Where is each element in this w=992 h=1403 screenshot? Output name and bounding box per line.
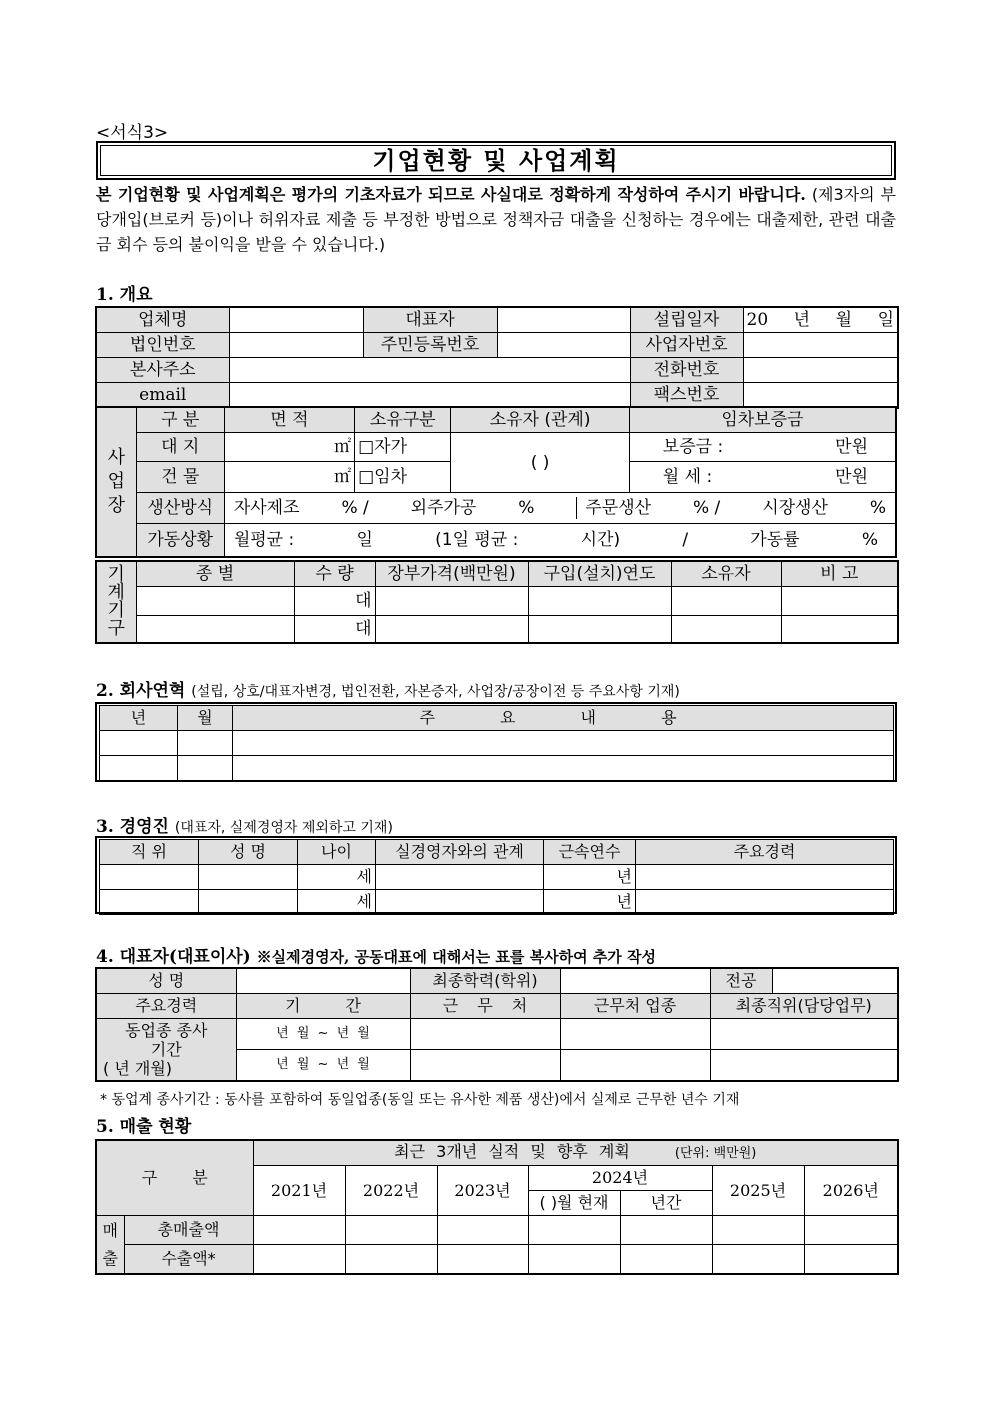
founded-day-unit: 일 — [877, 310, 894, 330]
op-rate: 가동률 — [750, 530, 800, 550]
section-3-title: 3. 경영진 — [96, 817, 169, 837]
monthly-unit: 만원 — [835, 467, 868, 487]
ceo-industry-field[interactable] — [560, 1019, 710, 1050]
sales-cell[interactable] — [804, 1216, 898, 1245]
intro-text — [96, 182, 896, 257]
machine-table — [95, 560, 899, 644]
label-email: email — [96, 383, 229, 409]
sales-category-label: 구 분 — [141, 1168, 208, 1187]
sales-cell[interactable] — [528, 1216, 620, 1245]
ceo-label-major: 전공 — [710, 968, 772, 994]
year-2024-month-current[interactable]: ( )월 현재 — [528, 1191, 620, 1216]
sales-cell[interactable] — [712, 1245, 804, 1275]
prod-order: 주문생산 — [576, 497, 651, 519]
section-2-heading — [96, 676, 680, 701]
intro-normal: (제3자의 부당개입(브로커 등)이나 허위자료 제출 등 부정한 방법으로 정책자금 대출을 신청하는 경우에는 대출제한, 관련 대출금 회수 등의 불이익을 받을 수 있습니다.) — [96, 185, 896, 254]
years-months-label: ( 년 개월) — [103, 1059, 173, 1078]
prod-pct-4: % — [869, 498, 886, 518]
year-2024-annual: 년간 — [620, 1191, 712, 1216]
sales-cell[interactable] — [437, 1216, 528, 1245]
machine-year-field[interactable] — [528, 587, 671, 616]
owner-relation-field[interactable] — [451, 433, 629, 493]
history-month-field[interactable] — [178, 731, 233, 756]
history-year-field[interactable] — [100, 731, 178, 756]
land-area-field[interactable] — [224, 433, 354, 462]
prod-market: 시장생산 — [762, 498, 828, 518]
sales-cell[interactable] — [620, 1216, 712, 1245]
monthly-rent-field[interactable] — [629, 462, 896, 493]
history-frame — [95, 702, 897, 782]
sqm-unit: ㎡ — [334, 437, 352, 457]
year-2022: 2022년 — [345, 1166, 437, 1216]
machine-label: 기계기구 — [96, 561, 136, 643]
mgmt-age-field[interactable] — [298, 865, 376, 890]
label-resident-no: 주민등록번호 — [363, 333, 497, 358]
history-content-field[interactable] — [233, 731, 894, 756]
founded-field[interactable] — [743, 307, 898, 333]
age-unit: 세 — [356, 867, 372, 886]
phone-field[interactable] — [743, 358, 898, 383]
op-day-unit: 일 — [356, 530, 373, 550]
year-2026: 2026년 — [804, 1166, 898, 1216]
site-label: 사업장 — [96, 407, 136, 557]
sqm-unit: ㎡ — [334, 467, 352, 487]
page-title: 기업현황 및 사업계획 — [100, 145, 892, 176]
deposit-label: 보증금 : — [662, 437, 724, 457]
history-content-field[interactable] — [233, 756, 894, 781]
op-slash: / — [682, 530, 689, 550]
machine-header-type: 종 별 — [136, 561, 294, 587]
ceo-footnote: * 동업계 종사기간 : 동사를 포함하여 동일업종(동일 또는 유사한 제품 생산)에서 실제로 근무한 년수 기재 — [100, 1092, 740, 1108]
label-address: 본사주소 — [96, 358, 229, 383]
ceo-label-edu: 최종학력(학위) — [410, 968, 560, 994]
mgmt-position-field[interactable] — [100, 865, 199, 890]
prod-own: 자사제조 — [233, 498, 300, 518]
label-fax: 팩스번호 — [630, 383, 743, 409]
history-header-content: 주 요 내 용 — [233, 706, 894, 731]
deposit-unit: 만원 — [835, 437, 868, 457]
machine-book-field[interactable] — [375, 616, 528, 644]
export-label: 수출액* — [124, 1245, 253, 1275]
machine-type-field[interactable] — [136, 616, 294, 644]
ceo-header-workplace: 근 무 처 — [410, 994, 560, 1019]
intro-bold: 본 기업현황 및 사업계획은 평가의 기초자료가 되므로 사실대로 정확하게 작성하여 주시기 바랍니다. — [96, 185, 806, 204]
machine-note-field[interactable] — [781, 587, 898, 616]
prod-outsource: 외주가공 — [410, 498, 477, 518]
management-table — [99, 839, 894, 915]
corp-no-field[interactable] — [229, 333, 363, 358]
label-ceo: 대표자 — [363, 307, 497, 333]
site-header-owner: 소유자 (관계) — [451, 407, 629, 433]
ceo-period-field[interactable]: 년 월 ~ 년 월 — [236, 1050, 410, 1082]
machine-note-field[interactable] — [781, 616, 898, 644]
site-header-category: 구 분 — [136, 407, 224, 433]
section-1-heading: 1. 개요 — [96, 285, 153, 305]
year-2025: 2025년 — [712, 1166, 804, 1216]
title-box — [96, 141, 896, 180]
op-pct: % — [861, 530, 878, 550]
site-header-ownership: 소유구분 — [355, 407, 451, 433]
mgmt-header-age: 나이 — [298, 840, 376, 865]
mgmt-header-position: 직 위 — [100, 840, 199, 865]
address-field[interactable] — [229, 358, 630, 383]
section-4-heading — [96, 942, 656, 967]
site-table — [95, 406, 897, 558]
machine-header-qty: 수 량 — [294, 561, 375, 587]
age-unit: 세 — [356, 892, 372, 911]
section-5-heading: 5. 매출 현황 — [96, 1117, 192, 1137]
section-3-note: (대표자, 실제경영자 제외하고 기재) — [174, 820, 393, 836]
label-operation: 가동상황 — [136, 524, 224, 558]
total-sales-label: 총매출액 — [124, 1216, 253, 1245]
section-2-title: 2. 회사연혁 — [96, 681, 186, 701]
label-land: 대 지 — [136, 433, 224, 462]
sales-cell[interactable] — [345, 1245, 437, 1275]
machine-type-field[interactable] — [136, 587, 294, 616]
prod-pct-3: % / — [692, 498, 721, 518]
label-biz-no: 사업자번호 — [630, 333, 743, 358]
ceo-label-name: 성 명 — [96, 968, 236, 994]
company-name-field[interactable] — [229, 307, 363, 333]
overview-table — [95, 306, 899, 409]
ceo-industry-field[interactable] — [560, 1050, 710, 1082]
machine-qty-field[interactable] — [294, 616, 375, 644]
ceo-workplace-field[interactable] — [410, 1019, 560, 1050]
mgmt-header-relation: 실경영자와의 관계 — [376, 840, 544, 865]
sales-cell[interactable] — [620, 1245, 712, 1275]
mgmt-header-tenure: 근속연수 — [544, 840, 636, 865]
ceo-header-career: 주요경력 — [96, 994, 236, 1019]
ceo-header-industry: 근무처 업종 — [560, 994, 710, 1019]
ceo-header-period: 기 간 — [236, 994, 410, 1019]
year-unit: 년 — [616, 867, 632, 886]
ceo-table — [95, 967, 899, 1082]
mgmt-position-field[interactable] — [100, 890, 199, 915]
founded-month-unit: 월 — [835, 310, 853, 330]
ceo-major-field[interactable] — [772, 968, 898, 994]
ceo-name-field[interactable] — [236, 968, 410, 994]
mgmt-relation-field[interactable] — [376, 890, 544, 915]
label-corp-no: 법인번호 — [96, 333, 229, 358]
history-year-field[interactable] — [100, 756, 178, 781]
label-company-name: 업체명 — [96, 307, 229, 333]
mgmt-career-field[interactable] — [636, 890, 894, 915]
biz-no-field[interactable] — [743, 333, 898, 358]
mgmt-relation-field[interactable] — [376, 865, 544, 890]
sales-plan-label: 최근 3개년 실적 및 향후 계획 — [394, 1142, 630, 1161]
form-label: <서식3> — [96, 123, 169, 143]
op-monthly-avg: 월평균 : — [233, 530, 295, 550]
sales-label: 매출 — [96, 1216, 124, 1275]
ceo-field[interactable] — [497, 307, 630, 333]
section-4-title: 4. 대표자(대표이사) — [96, 947, 251, 967]
op-hour-unit: 시간) — [580, 530, 621, 550]
machine-year-field[interactable] — [528, 616, 671, 644]
section-2-note: (설립, 상호/대표자변경, 법인전환, 자본증자, 사업장/공장이전 등 주요사항 기재) — [191, 684, 680, 700]
section-4-note: ※실제경영자, 공동대표에 대해서는 표를 복사하여 추가 작성 — [256, 948, 656, 966]
same-industry-label: 동업종 종사기간 — [125, 1021, 208, 1059]
mgmt-name-field[interactable] — [199, 865, 298, 890]
op-daily-avg: (1일 평균 : — [435, 530, 519, 550]
lease-checkbox[interactable]: □임차 — [355, 462, 451, 493]
resident-no-field[interactable] — [497, 333, 630, 358]
history-table — [99, 705, 894, 781]
history-header-month: 월 — [178, 706, 233, 731]
operation-field[interactable] — [224, 524, 896, 558]
machine-header-book: 장부가격(백만원) — [375, 561, 528, 587]
history-header-year: 년 — [100, 706, 178, 731]
sales-cell[interactable] — [437, 1245, 528, 1275]
email-field[interactable] — [229, 383, 630, 409]
section-3-heading — [96, 812, 393, 837]
mgmt-career-field[interactable] — [636, 865, 894, 890]
sales-category — [96, 1140, 253, 1216]
ceo-position-field[interactable] — [710, 1050, 898, 1082]
history-month-field[interactable] — [178, 756, 233, 781]
management-frame — [95, 836, 897, 914]
label-founded: 설립일자 — [630, 307, 743, 333]
mgmt-header-career: 주요경력 — [636, 840, 894, 865]
year-2021: 2021년 — [253, 1166, 345, 1216]
ceo-workplace-field[interactable] — [410, 1050, 560, 1082]
machine-book-field[interactable] — [375, 587, 528, 616]
machine-header-year: 구입(설치)연도 — [528, 561, 671, 587]
label-prod-method: 생산방식 — [136, 493, 224, 524]
machine-qty-field[interactable] — [294, 587, 375, 616]
site-header-deposit: 임차보증금 — [629, 407, 896, 433]
deposit-field[interactable] — [629, 433, 896, 462]
prod-pct-1: % / — [341, 498, 369, 518]
prod-pct-2: % — [518, 498, 535, 518]
prod-method-field[interactable] — [224, 493, 896, 524]
sales-plan-header — [253, 1140, 898, 1166]
own-checkbox[interactable]: □자가 — [355, 433, 451, 462]
year-unit: 년 — [616, 892, 632, 911]
owner-paren: ( ) — [530, 452, 550, 473]
sales-cell[interactable] — [804, 1245, 898, 1275]
ceo-header-position: 최종직위(담당업무) — [710, 994, 898, 1019]
sales-cell[interactable] — [528, 1245, 620, 1275]
machine-header-note: 비 고 — [781, 561, 898, 587]
qty-unit: 대 — [355, 619, 372, 639]
ceo-position-field[interactable] — [710, 1019, 898, 1050]
machine-owner-field[interactable] — [671, 587, 781, 616]
machine-owner-field[interactable] — [671, 616, 781, 644]
fax-field[interactable] — [743, 383, 898, 409]
ceo-edu-field[interactable] — [560, 968, 710, 994]
sales-cell[interactable] — [253, 1216, 345, 1245]
mgmt-tenure-field[interactable] — [544, 890, 636, 915]
building-area-field[interactable] — [224, 462, 354, 493]
machine-header-owner: 소유자 — [671, 561, 781, 587]
label-phone: 전화번호 — [630, 358, 743, 383]
year-2023: 2023년 — [437, 1166, 528, 1216]
founded-year-unit: 년 — [793, 310, 811, 330]
sales-cell[interactable] — [253, 1245, 345, 1275]
site-header-area: 면 적 — [224, 407, 354, 433]
ceo-same-industry — [96, 1019, 236, 1082]
sales-cell[interactable] — [712, 1216, 804, 1245]
qty-unit: 대 — [355, 591, 372, 611]
mgmt-age-field[interactable] — [298, 890, 376, 915]
mgmt-header-name: 성 명 — [199, 840, 298, 865]
label-building: 건 물 — [136, 462, 224, 493]
founded-year-prefix: 20 — [746, 310, 769, 330]
sales-cell[interactable] — [345, 1216, 437, 1245]
mgmt-name-field[interactable] — [199, 890, 298, 915]
year-2024: 2024년 — [528, 1166, 712, 1191]
monthly-label: 월 세 : — [662, 467, 713, 487]
ceo-period-field[interactable]: 년 월 ~ 년 월 — [236, 1019, 410, 1050]
sales-unit: (단위: 백만원) — [674, 1146, 757, 1161]
sales-table — [95, 1139, 899, 1275]
mgmt-tenure-field[interactable] — [544, 865, 636, 890]
